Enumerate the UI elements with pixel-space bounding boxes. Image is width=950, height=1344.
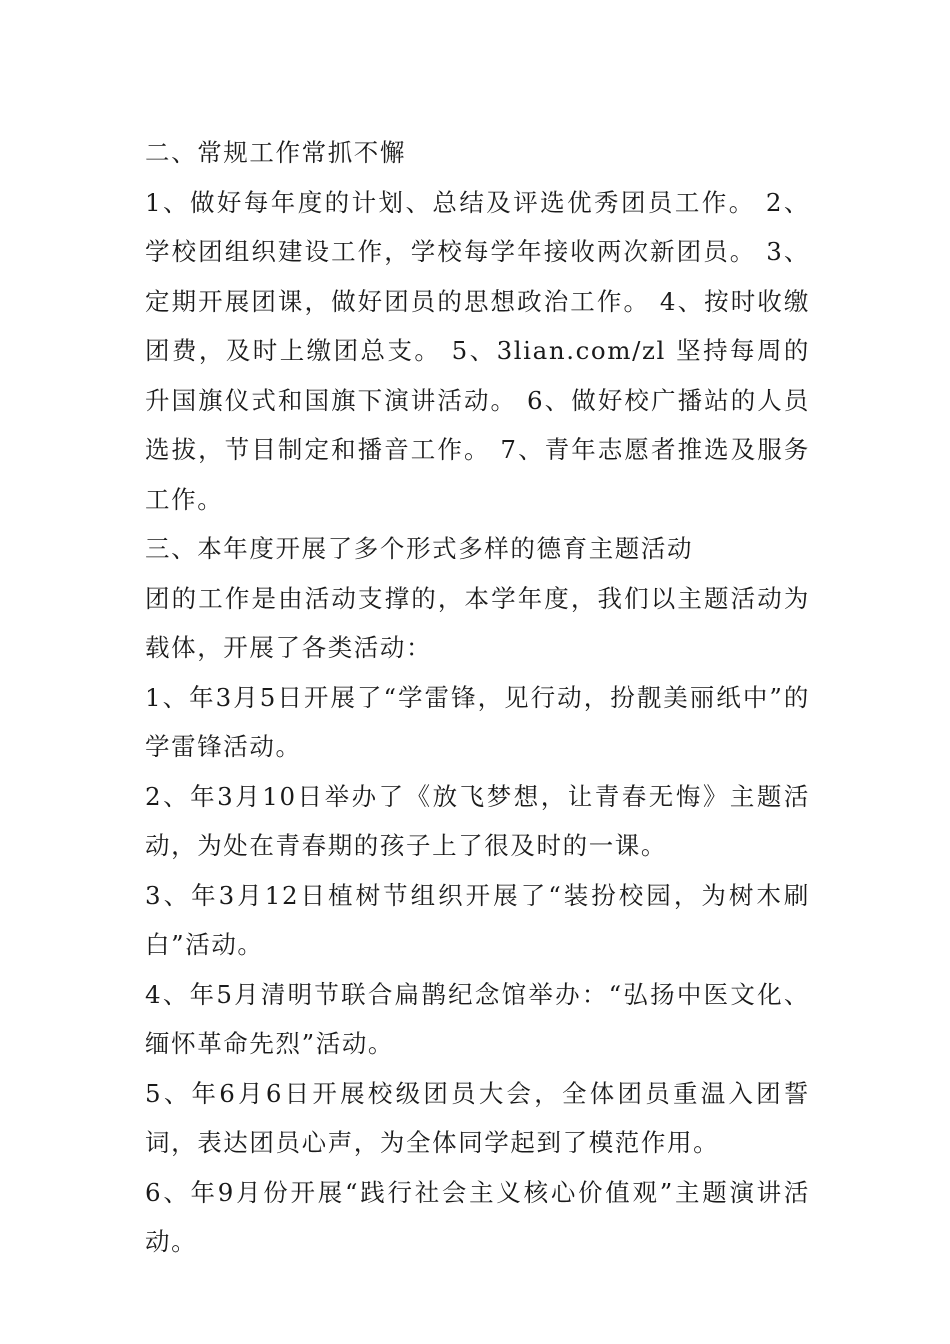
routine-work-list: 1、做好每年度的计划、总结及评选优秀团员工作。 2、学校团组织建设工作，学校每学年接收两次新团员。 3、定期开展团课，做好团员的思想政治工作。 4、按时收缴团费，及时上缴团总支。 5、3lian.com/zl 坚持每周的升国旗仪式和国旗下演讲活动。 6、做好校广播站的人员选拔，节目制定和播音工作。 7、青年志愿者推选及服务工作。	[145, 187, 810, 514]
document-body	[145, 128, 810, 1267]
activity-item-4: 4、年5月清明节联合扁鹊纪念馆举办：“弘扬中医文化、缅怀革命先烈”活动。	[145, 979, 810, 1058]
activities-intro: 团的工作是由活动支撑的，本学年度，我们以主题活动为载体，开展了各类活动：	[145, 583, 810, 662]
activity-item-5: 5、年6月6日开展校级团员大会，全体团员重温入团誓词，表达团员心声，为全体同学起到了模范作用。	[145, 1078, 810, 1157]
activity-item-2: 2、年3月10日举办了《放飞梦想，让青春无悔》主题活动，为处在青春期的孩子上了很及时的一课。	[145, 781, 810, 860]
activity-item-6: 6、年9月份开展“践行社会主义核心价值观”主题演讲活动。	[145, 1177, 810, 1256]
activity-item-3: 3、年3月12日植树节组织开展了“装扮校园，为树木刷白”活动。	[145, 880, 810, 959]
section-heading-themed-activities: 三、本年度开展了多个形式多样的德育主题活动	[145, 534, 694, 563]
activity-item-1: 1、年3月5日开展了“学雷锋，见行动，扮靓美丽纸中”的学雷锋活动。	[145, 682, 810, 761]
section-heading-routine-work: 二、常规工作常抓不懈	[145, 138, 406, 167]
